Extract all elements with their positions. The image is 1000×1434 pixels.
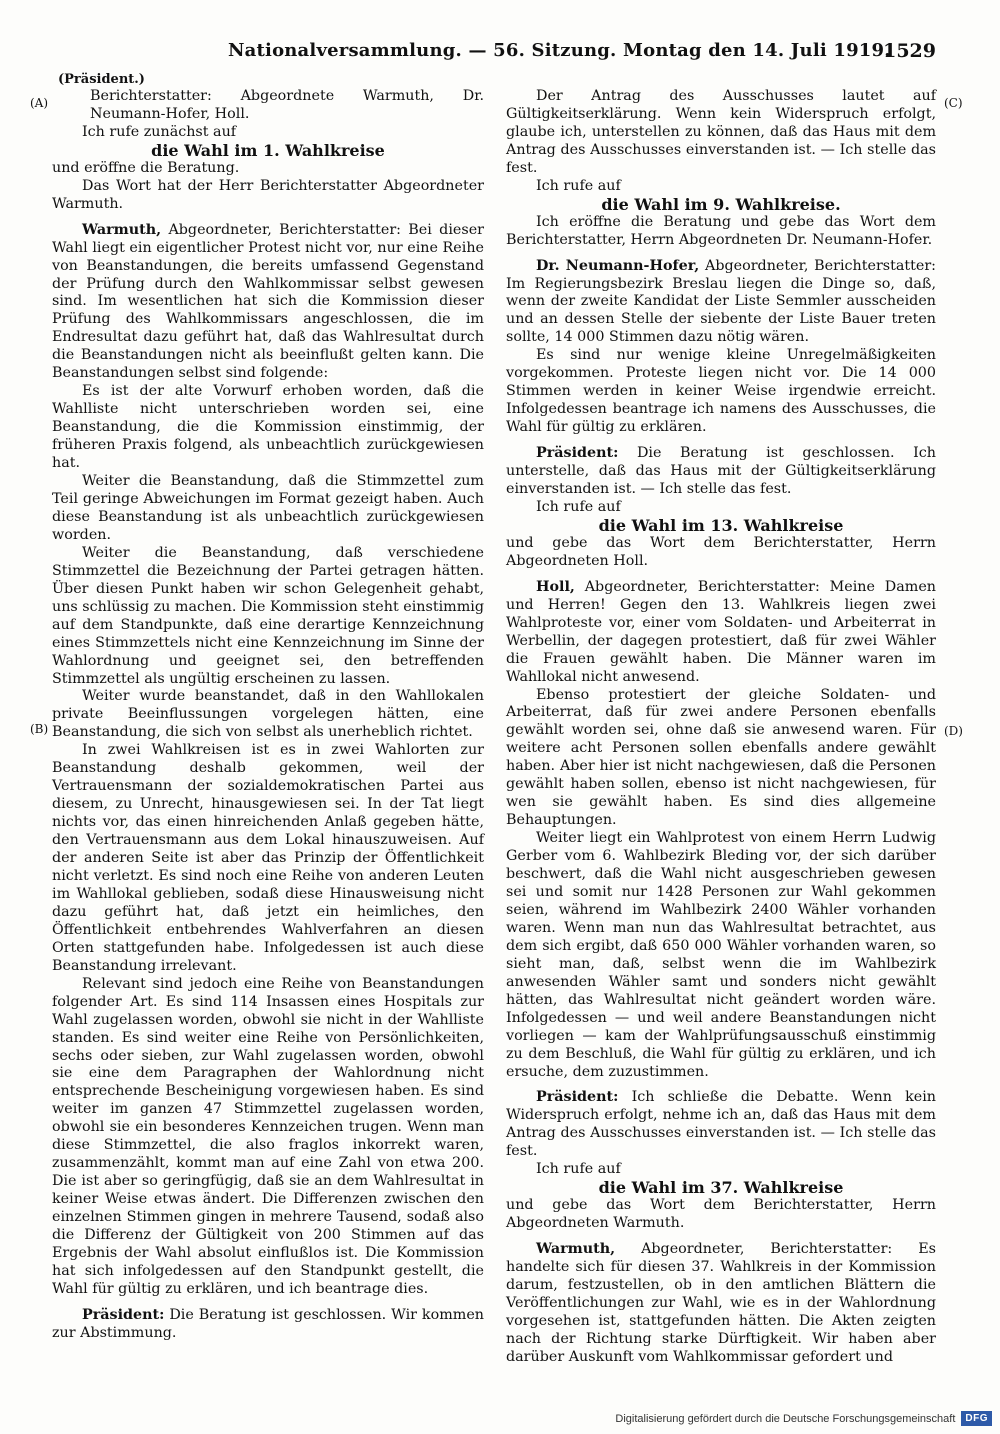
left-paragraph bbox=[52, 124, 484, 142]
paragraph-text: Weiter liegt ein Wahlprotest von einem Herrn Ludwig Gerber vom 6. Wahlbezirk Bleding vor, der sich darüber beschwert, daß die Wahl nicht ausgeschrieben gewesen sei und somit nur 1428 Personen zur Wahl gekommen seien, während im Wahlbezirk 2400 Wähler vorhanden waren. Wenn man nun das Wahlresultat betrachtet, aus dem sich ergibt, daß 650 000 Wähler vorhanden waren, so sieht man, daß, selbst wenn die im Wahlbezirk anwesenden Wähler samt und sonders nicht gewählt hätten, das Wahlresultat nicht geändert worden wäre. Infolgedessen — und weil andere Beanstandungen nicht vorliegen — kam der Wahlprüfungsausschuß einstimmig zu dem Beschluß, die Wahl für gültig zu erklären, und ich ersuche, dem zuzustimmen. bbox=[506, 830, 936, 1080]
right-paragraph bbox=[506, 1089, 936, 1161]
paragraph-text: Berichterstatter: Abgeordnete Warmuth, Dr. Neumann-Hofer, Holl. bbox=[90, 88, 484, 122]
dfg-logo: DFG bbox=[961, 1411, 992, 1426]
right-paragraph bbox=[506, 445, 936, 499]
paragraph-text: Ich eröffne die Beratung und gebe das Wort dem Berichterstatter, Herrn Abgeordneten Dr. Neumann-Hofer. bbox=[506, 213, 936, 248]
right-paragraph bbox=[506, 499, 936, 517]
left-paragraph bbox=[52, 545, 484, 689]
paragraph-text: Die Beratung ist geschlossen. Ich unterstelle, daß das Haus mit der Gültigkeitserklärung einverstanden ist. — Ich stelle das fest. bbox=[506, 445, 936, 498]
margin-mark-b: (B) bbox=[30, 722, 49, 736]
paragraph-text: Der Antrag des Ausschusses lautet auf Gültigkeitserklärung. Wenn kein Widerspruch erfolgt, glaube ich, unterstellen zu können, daß das Haus mit dem Antrag des Ausschusses einverstanden ist. — Ich stelle das fest. bbox=[506, 88, 936, 176]
paragraph-text: Ich rufe auf bbox=[536, 177, 621, 194]
left-paragraph bbox=[52, 160, 484, 178]
paragraph-text: Das Wort hat der Herr Berichterstatter Abgeordneter Warmuth. bbox=[52, 177, 484, 212]
running-title: Nationalversammlung. — 56. Sitzung. Montag den 14. Juli 1919. bbox=[228, 40, 891, 61]
paragraph-text: Ich schließe die Debatte. Wenn kein Widerspruch erfolgt, nehme ich an, daß das Haus mit dem Antrag des Ausschusses einverstanden ist. — Ich stelle das fest. bbox=[506, 1089, 936, 1160]
left-paragraph bbox=[52, 688, 484, 742]
right-paragraph bbox=[506, 347, 936, 437]
paragraph-text: In zwei Wahlkreisen ist es in zwei Wahlorten zur Beanstandung deshalb gekommen, weil der Vertrauensmann der sozialdemokratischen Partei aus diesem, zu Unrecht, hinausgewiesen sei. In der Tat liegt nichts vor, das einen hinreichenden Anlaß gegeben hätte, den Vertrauensmann aus dem Lokal hinauszuweisen. Auf der anderen Seite ist aber das Prinzip der Öffentlichkeit nicht verletzt. Es sind noch eine Reihe von anderen Leuten im Wahllokal geblieben, sodaß diese Hinausweisung nicht dazu geführt hat, daß jetzt ein heimliches, den Öffentlichkeit entbehrendes Wahlverfahren an diesen Orten stattgefunden habe. Infolgedessen ist auch diese Beanstandung irrelevant. bbox=[52, 742, 484, 974]
left-column bbox=[52, 88, 484, 1343]
paragraph-text: Weiter die Beanstandung, daß verschiedene Stimmzettel die Bezeichnung der Partei getragen hätten. Über diesen Punkt haben wir schon Gelegenheit gehabt, uns schlüssig zu machen. Die Kommission steht einstimmig auf dem Standpunkte, daß eine derartige Kennzeichnung eines Stimmzettels nicht eine Kennzeichnung im Sinne der Wahlordnung und geeignet sei, den betreffenden Stimmzettel als ungültig erscheinen zu lassen. bbox=[52, 544, 484, 687]
paragraph-text: und gebe das Wort dem Berichterstatter, Herrn Abgeordneten Holl. bbox=[506, 534, 936, 569]
left-paragraph bbox=[52, 1307, 484, 1343]
paragraph-text: die Wahl im 9. Wahlkreise. bbox=[601, 194, 841, 214]
right-paragraph bbox=[506, 687, 936, 831]
right-paragraph bbox=[506, 579, 936, 687]
right-paragraph bbox=[506, 88, 936, 178]
right-paragraph bbox=[506, 830, 936, 1081]
speaker-name: Holl, bbox=[536, 578, 575, 595]
right-paragraph bbox=[506, 1241, 936, 1367]
margin-mark-a: (A) bbox=[30, 96, 49, 110]
right-section-heading bbox=[506, 196, 936, 214]
page-number: 1529 bbox=[883, 40, 936, 62]
right-column bbox=[506, 88, 936, 1367]
right-paragraph bbox=[506, 1197, 936, 1233]
speaker-name: Präsident: bbox=[82, 1306, 165, 1323]
paragraph-text: Die Beratung ist geschlossen. Wir kommen zur Abstimmung. bbox=[52, 1306, 484, 1341]
speaker-name: Warmuth, bbox=[82, 221, 162, 238]
paragraph-text: die Wahl im 1. Wahlkreise bbox=[151, 140, 385, 160]
right-paragraph bbox=[506, 258, 936, 348]
paragraph-text: und eröffne die Beratung. bbox=[52, 159, 240, 176]
paragraph-text: Ich rufe auf bbox=[536, 1161, 621, 1178]
left-paragraph bbox=[52, 222, 484, 384]
speaker-name: Präsident: bbox=[536, 445, 619, 462]
right-paragraph bbox=[506, 178, 936, 196]
margin-mark-c: (C) bbox=[944, 96, 963, 110]
paragraph-text: Relevant sind jedoch eine Reihe von Beanstandungen folgender Art. Es sind 114 Insassen eines Hospitals zur Wahl zugelassen worden, obwohl sie nicht in der Wahlliste standen. Es sind weiter eine Reihe von Persönlichkeiten, sechs oder sieben, zur Wahl zugelassen worden, obwohl sie eine dem Paragraphen der Wahlordnung nicht entsprechende Bescheinigung vorgewiesen haben. Es sind weiter im ganzen 47 Stimmzettel zugelassen worden, obwohl sie ein besonderes Kennzeichen trugen. Wenn man diese Stimmzettel, die also fraglos inkorrekt waren, zusammenzählt, kommt man auf eine Zahl von etwa 200. Die ist aber so geringfügig, daß sie an dem Wahlresultat in keiner Weise etwas ändert. Die Differenzen zwischen den einzelnen Stimmen gingen in mehrere Tausend, sodaß also die Differenz der Gültigkeit von 200 Stimmen auf das Ergebnis der Wahl absolut einflußlos ist. Die Kommission hat sich infolgedessen auf den Standpunkt gestellt, die Wahl für gültig zu erklären, und ich beantrage dies. bbox=[52, 975, 484, 1297]
right-paragraph bbox=[506, 1161, 936, 1179]
paragraph-text: Es ist der alte Vorwurf erhoben worden, daß die Wahlliste nicht unterschrieben worden sei, eine Beanstandung, die die Kommission einstimmig, der früheren Praxis folgend, als unbeachtlich zurückgewiesen hat. bbox=[52, 383, 484, 472]
paragraph-text: und gebe das Wort dem Berichterstatter, Herrn Abgeordneten Warmuth. bbox=[506, 1197, 936, 1232]
right-section-heading bbox=[506, 517, 936, 535]
left-paragraph bbox=[52, 178, 484, 214]
paragraph-text: die Wahl im 13. Wahlkreise bbox=[598, 515, 844, 535]
left-section-heading bbox=[52, 142, 484, 160]
paragraph-text: Abgeordneter, Berichterstatter: Bei dieser Wahl liegt ein eigentlicher Protest nicht vor, nur eine Reihe von Beanstandungen, die bereits umfassend Gegenstand der Prüfung durch den Wahlkommissar selbst gewesen sind. Im wesentlichen hat sich die Kommission dieser Prüfung des Wahlkommissars angeschlossen, die im Endresultat dazu geführt hat, daß das Wahlresultat durch die Beanstandungen nicht als beeinflußt gelten kann. Die Beanstandungen selbst sind folgende: bbox=[52, 221, 484, 382]
speaker-name: Präsident: bbox=[536, 1089, 619, 1106]
paragraph-text: Abgeordneter, Berichterstatter: Es handelte sich für diesen 37. Wahlkreis in der Kommission darum, festzustellen, ob in den amtlichen Blättern die Veröffentlichungen zur Wahl, wie es in der Wahlordnung vorgesehen ist, stattgefunden hätten. Die Akten zeigten nach der Richtung starke Dürftigkeit. Wir haben aber darüber Auskunft vom Wahlkommissar gefordert und bbox=[506, 1241, 936, 1365]
right-section-heading bbox=[506, 1179, 936, 1197]
paragraph-text: die Wahl im 37. Wahlkreise bbox=[598, 1178, 844, 1198]
paragraph-text: Weiter die Beanstandung, daß die Stimmzettel zum Teil geringe Abweichungen im Format gezeigt haben. Auch diese Beanstandung ist als unbeachtlich zurückgewiesen worden. bbox=[52, 473, 484, 543]
paragraph-text: Ich rufe zunächst auf bbox=[82, 123, 237, 140]
page-header bbox=[0, 0, 1000, 70]
paragraph-text: Es sind nur wenige kleine Unregelmäßigkeiten vorgekommen. Proteste liegen nicht vor. Die 14 000 Stimmen werden in keiner Weise irgendwie erreicht. Infolgedessen beantrage ich namens des Ausschusses, die Wahl für gültig zu erklären. bbox=[506, 347, 936, 436]
left-paragraph bbox=[52, 742, 484, 975]
paragraph-text: Weiter wurde beanstandet, daß in den Wahllokalen private Beeinflussungen vorgelegen hätten, eine Beanstandung, die sich von selbst als unerheblich richtet. bbox=[52, 688, 484, 741]
left-paragraph bbox=[52, 976, 484, 1299]
digitization-footer bbox=[615, 1411, 992, 1426]
paragraph-text: Abgeordneter, Berichterstatter: Im Regierungsbezirk Breslau liegen die Dinge so, daß, wenn der zweite Kandidat der Liste Semmler ausscheiden und an dessen Stelle der siebente der Liste Bauer treten sollte, 14 000 Stimmen dazu nötig wären. bbox=[506, 257, 937, 346]
left-paragraph bbox=[52, 383, 484, 473]
speaker-name: Dr. Neumann-Hofer, bbox=[536, 257, 700, 274]
right-paragraph bbox=[506, 535, 936, 571]
right-paragraph bbox=[506, 214, 936, 250]
left-paragraph bbox=[52, 88, 484, 124]
paragraph-text: Ich rufe auf bbox=[536, 498, 621, 515]
footer-credit: Digitalisierung gefördert durch die Deutsche Forschungsgemeinschaft bbox=[615, 1412, 956, 1425]
paragraph-text: Ebenso protestiert der gleiche Soldaten- und Arbeiterrat, daß für zwei andere Personen ebenfalls gewählt worden sei, ohne daß sie anwesend waren. Für weitere acht Personen sollen ebenfalls andere gewählt haben. Aber hier ist nicht nachgewiesen, daß die Personen gewählt haben sollen, ebenso ist nicht nachgewiesen, für wen sie gewählt haben. Es sind dies allgemeine Behauptungen. bbox=[506, 686, 936, 829]
margin-mark-d: (D) bbox=[944, 724, 963, 738]
speaker-tag: (Präsident.) bbox=[58, 72, 145, 87]
paragraph-text: Abgeordneter, Berichterstatter: Meine Damen und Herren! Gegen den 13. Wahlkreis liegen zwei Wahlproteste vor, einer vom Soldaten- und Arbeiterrat in Werbellin, der dagegen protestiert, daß für zwei Wähler die Frauen gewählt haben. Die Männer waren im Wahllokal nicht anwesend. bbox=[506, 578, 936, 685]
left-paragraph bbox=[52, 473, 484, 545]
speaker-name: Warmuth, bbox=[536, 1241, 616, 1258]
